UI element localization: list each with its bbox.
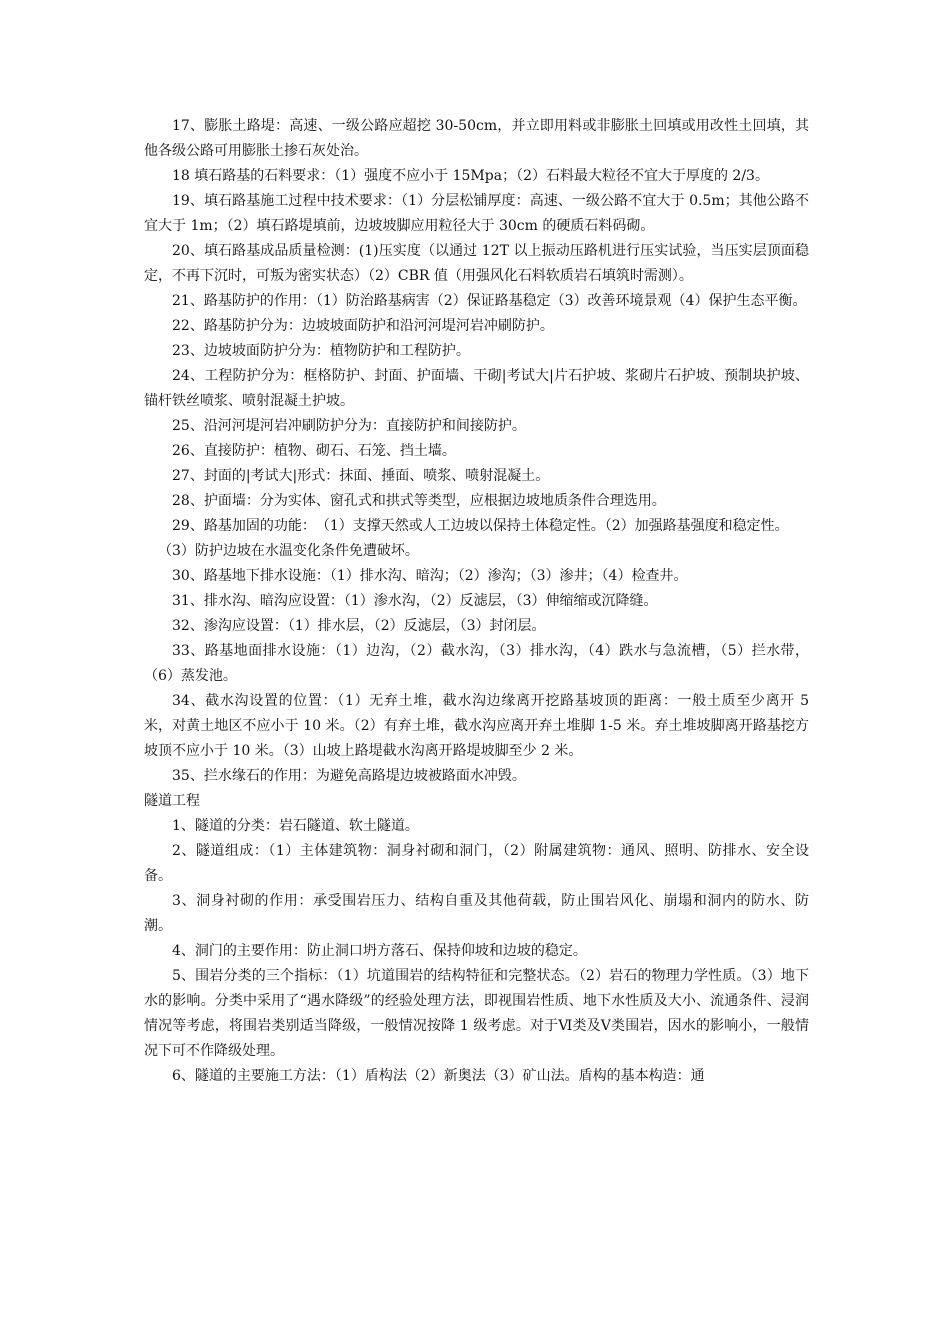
paragraph-31: 31、排水沟、暗沟应设置：（1）渗水沟，（2）反滤层，（3）伸缩缩或沉降缝。 xyxy=(172,593,658,609)
tunnel-paragraph-5: 5、围岩分类的三个指标：（1）坑道围岩的结构特征和完整状态。（2）岩石的物理力学性质。（3）地下水的影响。分类中采用了“遇水降级”的经验处理方法，即视围岩性质、地下水性质及大小、流通条件、浸润情况等考虑，将围岩类别适当降级，一般情况按降 1 级考虑。对于Ⅵ类及Ⅴ类围岩，因水的影响小，一般情况下可不作降级处理。 xyxy=(144,968,809,1059)
paragraph-18: 18 填石路基的石料要求：（1）强度不应小于 15Mpa；（2）石料最大粒径不宜大于厚度的 2/3。 xyxy=(172,168,769,184)
tunnel-paragraph-3: 3、洞身衬砌的作用：承受围岩压力、结构自重及其他荷载，防止围岩风化、崩塌和洞内的防水、防潮。 xyxy=(144,893,809,934)
paragraph-34: 34、截水沟设置的位置：（1）无弃土堆，截水沟边缘离开挖路基坡顶的距离：一般土质至少离开 5 米，对黄土地区不应小于 10 米。（2）有弃土堆，截水沟应离开弃土堆脚 1-5 米。弃土堆坡脚离开路基挖方坡顶不应小于 10 米。（3）山坡上路堤截水沟离开路堤坡脚至少 2 米。 xyxy=(144,693,809,759)
tunnel-paragraph-2: 2、隧道组成：（1）主体建筑物：洞身衬砌和洞门，（2）附属建筑物：通风、照明、防排水、安全设备。 xyxy=(144,843,809,884)
tunnel-paragraph-4: 4、洞门的主要作用：防止洞口坍方落石、保持仰坡和边坡的稳定。 xyxy=(172,943,587,959)
paragraph-23: 23、边坡坡面防护分为：植物防护和工程防护。 xyxy=(172,343,470,359)
paragraph-30: 30、路基地下排水设施：（1）排水沟、暗沟；（2）渗沟；（3）渗井；（4）检查井。 xyxy=(172,568,688,584)
paragraph-29-continued: （3）防护边坡在水温变化条件免遭破坏。 xyxy=(158,543,419,559)
paragraph-20: 20、填石路基成品质量检测：(1)压实度（以通过 12T 以上振动压路机进行压实试验，当压实层顶面稳定，不再下沉时，可叛为密实状态）（2）CBR 值（用强风化石料软质岩石填筑时需测）。 xyxy=(144,243,809,284)
tunnel-paragraph-1: 1、隧道的分类：岩石隧道、软土隧道。 xyxy=(172,818,419,834)
paragraph-19: 19、填石路基施工过程中技术要求：（1）分层松铺厚度：高速、一级公路不宜大于 0.5m；其他公路不宜大于 1m；（2）填石路堤填前，边坡坡脚应用粒径大于 30cm 的硬质石料码砌。 xyxy=(144,193,809,234)
document-body xyxy=(144,114,809,1089)
tunnel-paragraph-6: 6、隧道的主要施工方法：（1）盾构法（2）新奥法（3）矿山法。盾构的基本构造：通 xyxy=(172,1068,705,1084)
paragraph-28: 28、护面墙：分为实体、窗孔式和拱式等类型，应根据边坡地质条件合理选用。 xyxy=(172,493,666,509)
paragraph-22: 22、路基防护分为：边坡坡面防护和沿河河堤河岩冲刷防护。 xyxy=(172,318,554,334)
paragraph-33: 33、路基地面排水设施：（1）边沟，（2）截水沟，（3）排水沟，（4）跌水与急流槽，（5）拦水带，（6）蒸发池。 xyxy=(144,643,809,684)
paragraph-26: 26、直接防护：植物、砌石、石笼、挡土墙。 xyxy=(172,443,456,459)
paragraph-24: 24、工程防护分为：框格防护、封面、护面墙、干砌|考试大|片石护坡、浆砌片石护坡、预制块护坡、锚杆铁丝喷浆、喷射混凝土护坡。 xyxy=(144,368,809,409)
paragraph-25: 25、沿河河堤河岩冲刷防护分为：直接防护和间接防护。 xyxy=(172,418,526,434)
paragraph-32: 32、渗沟应设置：（1）排水层，（2）反滤层，（3）封闭层。 xyxy=(172,618,546,634)
paragraph-21: 21、路基防护的作用：（1）防治路基病害（2）保证路基稳定（3）改善环境景观（4）保护生态平衡。 xyxy=(172,293,807,309)
paragraph-35: 35、拦水缘石的作用：为避免高路堤边坡被路面水冲毁。 xyxy=(172,768,526,784)
paragraph-27: 27、封面的|考试大|形式：抹面、捶面、喷浆、喷射混凝土。 xyxy=(172,468,550,484)
paragraph-17: 17、膨胀土路堤：高速、一级公路应超挖 30-50cm，并立即用料或非膨胀土回填或用改性土回填，其他各级公路可用膨胀土掺石灰处治。 xyxy=(144,118,809,159)
paragraph-29: 29、路基加固的功能： （1）支撑天然或人工边坡以保持土体稳定性。（2）加强路基强度和稳定性。 xyxy=(172,518,789,534)
section-heading-tunnel: 隧道工程 xyxy=(144,793,200,809)
